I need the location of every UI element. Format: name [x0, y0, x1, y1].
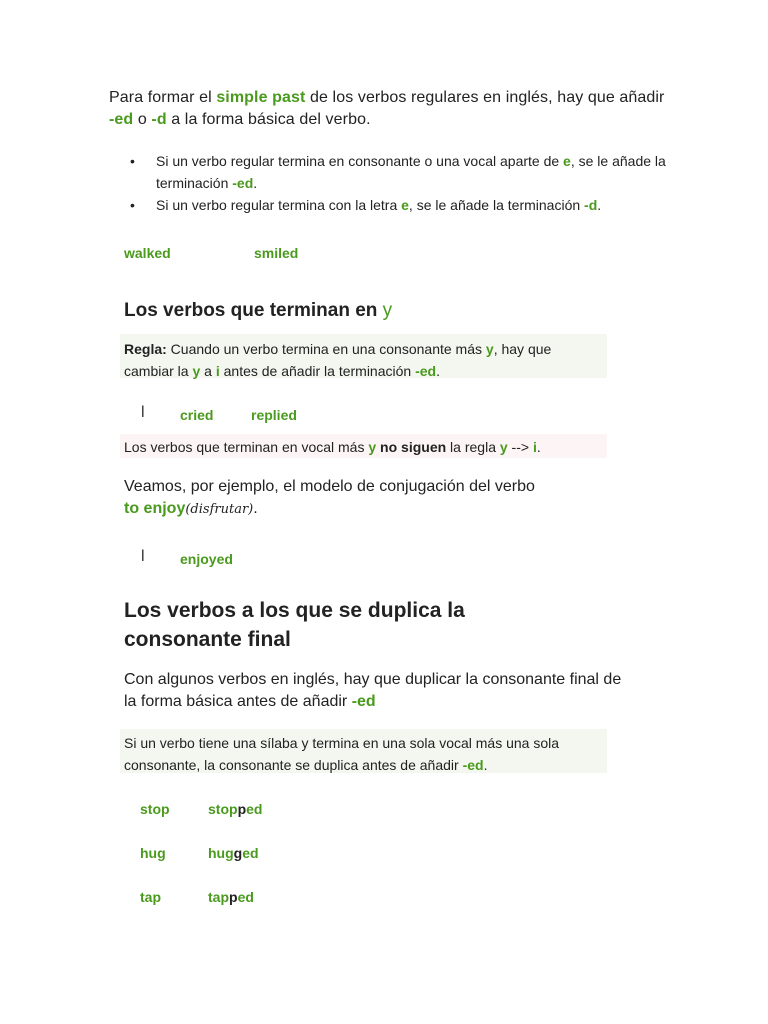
- rule-label: Regla:: [124, 341, 167, 357]
- base-verb: stop: [140, 801, 170, 817]
- suffix-ed: -ed: [109, 111, 134, 128]
- past-verb: tapped: [208, 889, 254, 905]
- intro-paragraph: [109, 87, 669, 131]
- past-verb: hugged: [208, 845, 259, 861]
- exception-note: Los verbos que terminan en vocal más y no siguen la regla y --> i.: [120, 434, 607, 458]
- example-word: replied: [251, 407, 297, 423]
- rule-box: Regla: Cuando un verbo termina en una consonante más y, hay que cambiar la y a i antes de añadir la terminación -ed.: [120, 334, 607, 378]
- past-verb: stopped: [208, 801, 263, 817]
- example-word: cried: [180, 407, 214, 423]
- section-heading-y: Los verbos que terminan en y: [124, 300, 393, 321]
- intro-text: o: [133, 111, 152, 128]
- example-paragraph: Veamos, por ejemplo, el modelo de conjugación del verbo to enjoy(disfrutar).: [124, 478, 535, 517]
- row-marker: l: [141, 548, 145, 565]
- duplicate-paragraph: Con algunos verbos en inglés, hay que duplicar la consonante final de la forma básica antes de añadir -ed: [124, 671, 622, 710]
- intro-text: de los verbos regulares en inglés, hay que añadir: [305, 89, 665, 106]
- suffix-d: -d: [151, 111, 167, 128]
- example-word: walked: [124, 245, 171, 261]
- duplicate-rule-box: Si un verbo tiene una sílaba y termina en una sola vocal más una sola consonante, la consonante se duplica antes de añadir -ed.: [120, 729, 607, 773]
- list-item: • Si un verbo regular termina en consonante o una vocal aparte de e, se le añade la terminación -ed.: [130, 150, 670, 194]
- intro-text: Para formar el: [109, 89, 217, 106]
- list-item: • Si un verbo regular termina con la letra e, se le añade la terminación -d.: [130, 194, 670, 216]
- base-verb: hug: [140, 845, 166, 861]
- example-word: enjoyed: [180, 551, 233, 567]
- example-word: smiled: [254, 245, 299, 261]
- term-simple-past: simple past: [216, 89, 306, 106]
- row-marker: l: [141, 404, 145, 421]
- section-heading-duplicate: Los verbos a los que se duplica la consonante final: [124, 599, 465, 651]
- intro-text: a la forma básica del verbo.: [166, 111, 371, 128]
- rules-list: [130, 150, 670, 216]
- base-verb: tap: [140, 889, 161, 905]
